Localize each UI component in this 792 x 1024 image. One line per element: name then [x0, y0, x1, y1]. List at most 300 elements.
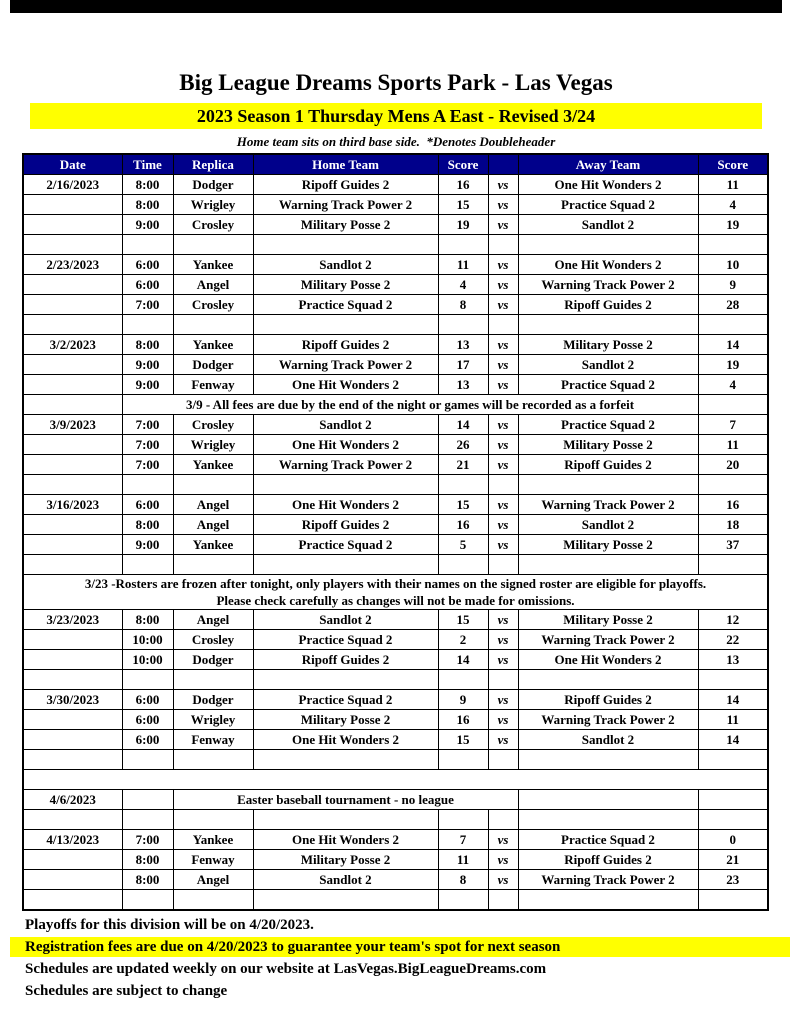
time-cell: 8:00 — [122, 610, 173, 630]
home-score-cell: 4 — [438, 275, 488, 295]
separator-cell — [488, 810, 518, 830]
roster-notice-line: Please check carefully as changes will not be made for omissions. — [216, 593, 575, 608]
event-empty-cell — [122, 790, 173, 810]
separator-cell — [488, 315, 518, 335]
col-header-time: Time — [122, 154, 173, 175]
separator-cell — [23, 810, 122, 830]
separator-cell — [438, 890, 488, 911]
replica-cell: Crosley — [173, 295, 253, 315]
time-cell: 8:00 — [122, 850, 173, 870]
replica-cell: Wrigley — [173, 195, 253, 215]
date-cell — [23, 275, 122, 295]
separator-cell — [698, 395, 768, 415]
game-row — [23, 710, 768, 730]
vs-cell: vs — [488, 495, 518, 515]
away-team-cell: Warning Track Power 2 — [518, 870, 698, 890]
time-cell: 7:00 — [122, 295, 173, 315]
separator-cell — [122, 890, 173, 911]
game-row — [23, 515, 768, 535]
vs-cell: vs — [488, 870, 518, 890]
date-cell: 3/23/2023 — [23, 610, 122, 630]
vs-cell: vs — [488, 355, 518, 375]
date-cell — [23, 630, 122, 650]
vs-cell: vs — [488, 175, 518, 195]
vs-cell: vs — [488, 515, 518, 535]
replica-cell: Angel — [173, 610, 253, 630]
replica-cell: Crosley — [173, 215, 253, 235]
col-header-replica: Replica — [173, 154, 253, 175]
date-cell — [23, 295, 122, 315]
separator-cell — [173, 890, 253, 911]
event-date-cell: 4/6/2023 — [23, 790, 122, 810]
away-score-cell: 11 — [698, 435, 768, 455]
away-team-cell: Ripoff Guides 2 — [518, 295, 698, 315]
away-team-cell: Practice Squad 2 — [518, 375, 698, 395]
away-score-cell: 14 — [698, 335, 768, 355]
replica-cell: Crosley — [173, 415, 253, 435]
schedule-table-body — [23, 175, 768, 911]
time-cell: 6:00 — [122, 255, 173, 275]
home-score-cell: 15 — [438, 610, 488, 630]
game-row — [23, 870, 768, 890]
subject-to-change-note: Schedules are subject to change — [25, 983, 228, 999]
home-score-cell: 14 — [438, 650, 488, 670]
home-team-cell: Ripoff Guides 2 — [253, 650, 438, 670]
home-score-cell: 9 — [438, 690, 488, 710]
separator-cell — [122, 810, 173, 830]
event-row — [23, 790, 768, 810]
vs-cell: vs — [488, 275, 518, 295]
replica-cell: Fenway — [173, 730, 253, 750]
separator-cell — [253, 475, 438, 495]
game-row — [23, 690, 768, 710]
separator-cell — [698, 555, 768, 575]
home-team-cell: One Hit Wonders 2 — [253, 830, 438, 850]
vs-cell: vs — [488, 850, 518, 870]
separator-cell — [518, 315, 698, 335]
vs-cell: vs — [488, 710, 518, 730]
separator-cell — [122, 750, 173, 770]
away-team-cell: Ripoff Guides 2 — [518, 690, 698, 710]
home-score-cell: 5 — [438, 535, 488, 555]
home-team-cell: Sandlot 2 — [253, 255, 438, 275]
top-border-bar — [10, 0, 782, 13]
replica-cell: Yankee — [173, 255, 253, 275]
home-team-cell: One Hit Wonders 2 — [253, 495, 438, 515]
date-cell — [23, 455, 122, 475]
time-cell: 8:00 — [122, 335, 173, 355]
separator-row — [23, 670, 768, 690]
separator-cell — [23, 890, 122, 911]
time-cell: 8:00 — [122, 175, 173, 195]
home-score-cell: 11 — [438, 255, 488, 275]
home-score-cell: 11 — [438, 850, 488, 870]
home-team-cell: Sandlot 2 — [253, 415, 438, 435]
time-cell: 6:00 — [122, 495, 173, 515]
game-row — [23, 355, 768, 375]
separator-row — [23, 235, 768, 255]
col-header-away-team: Away Team — [518, 154, 698, 175]
date-cell: 3/16/2023 — [23, 495, 122, 515]
home-team-cell: Warning Track Power 2 — [253, 355, 438, 375]
replica-cell: Angel — [173, 275, 253, 295]
separator-cell — [488, 750, 518, 770]
home-team-cell: Sandlot 2 — [253, 610, 438, 630]
away-score-cell: 9 — [698, 275, 768, 295]
col-header-away-score: Score — [698, 154, 768, 175]
separator-row — [23, 555, 768, 575]
date-cell: 2/23/2023 — [23, 255, 122, 275]
away-score-cell: 16 — [698, 495, 768, 515]
time-cell: 8:00 — [122, 870, 173, 890]
away-team-cell: Warning Track Power 2 — [518, 275, 698, 295]
away-team-cell: Warning Track Power 2 — [518, 710, 698, 730]
away-score-cell: 7 — [698, 415, 768, 435]
home-score-cell: 15 — [438, 730, 488, 750]
game-row — [23, 495, 768, 515]
home-score-cell: 15 — [438, 495, 488, 515]
home-score-cell: 14 — [438, 415, 488, 435]
playoffs-note: Playoffs for this division will be on 4/20/2023. — [25, 917, 314, 933]
time-cell: 8:00 — [122, 515, 173, 535]
replica-cell: Angel — [173, 495, 253, 515]
replica-cell: Wrigley — [173, 710, 253, 730]
game-row — [23, 255, 768, 275]
date-cell — [23, 375, 122, 395]
home-score-cell: 13 — [438, 375, 488, 395]
date-cell — [23, 850, 122, 870]
date-cell — [23, 870, 122, 890]
game-row — [23, 175, 768, 195]
game-row — [23, 215, 768, 235]
away-team-cell: Military Posse 2 — [518, 610, 698, 630]
date-cell — [23, 195, 122, 215]
separator-cell — [518, 890, 698, 911]
page-footer — [10, 915, 790, 1001]
separator-cell — [698, 315, 768, 335]
col-header-vs — [488, 154, 518, 175]
separator-row — [23, 890, 768, 911]
time-cell: 9:00 — [122, 215, 173, 235]
away-team-cell: Ripoff Guides 2 — [518, 455, 698, 475]
home-team-cell: One Hit Wonders 2 — [253, 435, 438, 455]
time-cell: 6:00 — [122, 275, 173, 295]
schedule-table — [22, 153, 769, 911]
replica-cell: Angel — [173, 870, 253, 890]
separator-cell — [438, 810, 488, 830]
vs-cell: vs — [488, 690, 518, 710]
separator-cell — [438, 315, 488, 335]
date-cell: 3/2/2023 — [23, 335, 122, 355]
replica-cell: Wrigley — [173, 435, 253, 455]
vs-cell: vs — [488, 830, 518, 850]
away-team-cell: Sandlot 2 — [518, 515, 698, 535]
vs-cell: vs — [488, 415, 518, 435]
separator-cell — [698, 890, 768, 911]
home-score-cell: 17 — [438, 355, 488, 375]
gap-cell — [23, 770, 768, 790]
separator-row — [23, 315, 768, 335]
col-header-home-score: Score — [438, 154, 488, 175]
page-title: Big League Dreams Sports Park - Las Vegas — [179, 70, 613, 95]
vs-cell: vs — [488, 375, 518, 395]
away-team-cell: Military Posse 2 — [518, 535, 698, 555]
home-team-cell: Practice Squad 2 — [253, 630, 438, 650]
roster-notice-line: 3/23 -Rosters are frozen after tonight, only players with their names on the signed roster are eligible for playoffs. — [84, 576, 707, 591]
away-score-cell: 4 — [698, 195, 768, 215]
separator-cell — [488, 890, 518, 911]
away-score-cell: 37 — [698, 535, 768, 555]
away-score-cell: 18 — [698, 515, 768, 535]
league-notice: 3/9 - All fees are due by the end of the night or games will be recorded as a forfeit — [122, 395, 698, 415]
separator-cell — [253, 235, 438, 255]
time-cell: 7:00 — [122, 830, 173, 850]
replica-cell: Yankee — [173, 335, 253, 355]
separator-cell — [488, 235, 518, 255]
away-score-cell: 14 — [698, 730, 768, 750]
separator-cell — [173, 235, 253, 255]
home-team-cell: Ripoff Guides 2 — [253, 175, 438, 195]
gap-row — [23, 770, 768, 790]
date-cell — [23, 515, 122, 535]
separator-cell — [518, 555, 698, 575]
separator-cell — [173, 750, 253, 770]
away-team-cell: Sandlot 2 — [518, 215, 698, 235]
separator-cell — [23, 670, 122, 690]
away-team-cell: Sandlot 2 — [518, 730, 698, 750]
separator-row — [23, 750, 768, 770]
away-score-cell: 22 — [698, 630, 768, 650]
separator-cell — [23, 315, 122, 335]
league-notice-row — [23, 395, 768, 415]
vs-cell: vs — [488, 435, 518, 455]
date-cell — [23, 535, 122, 555]
separator-cell — [518, 475, 698, 495]
home-score-cell: 2 — [438, 630, 488, 650]
home-team-note: Home team sits on third base side. *Denotes Doubleheader — [236, 134, 556, 149]
game-row — [23, 630, 768, 650]
separator-cell — [438, 750, 488, 770]
game-row — [23, 275, 768, 295]
game-row — [23, 195, 768, 215]
home-score-cell: 16 — [438, 175, 488, 195]
home-score-cell: 19 — [438, 215, 488, 235]
date-cell — [23, 730, 122, 750]
separator-cell — [122, 315, 173, 335]
separator-cell — [122, 475, 173, 495]
home-score-cell: 26 — [438, 435, 488, 455]
separator-cell — [438, 670, 488, 690]
replica-cell: Yankee — [173, 830, 253, 850]
away-score-cell: 21 — [698, 850, 768, 870]
home-team-cell: Military Posse 2 — [253, 215, 438, 235]
separator-cell — [488, 670, 518, 690]
home-team-cell: Practice Squad 2 — [253, 295, 438, 315]
separator-cell — [518, 810, 698, 830]
date-cell — [23, 355, 122, 375]
time-cell: 9:00 — [122, 355, 173, 375]
roster-notice-row — [23, 575, 768, 610]
away-team-cell: Practice Squad 2 — [518, 195, 698, 215]
time-cell: 6:00 — [122, 710, 173, 730]
home-team-cell: Military Posse 2 — [253, 710, 438, 730]
replica-cell: Angel — [173, 515, 253, 535]
home-score-cell: 13 — [438, 335, 488, 355]
home-team-cell: One Hit Wonders 2 — [253, 730, 438, 750]
vs-cell: vs — [488, 295, 518, 315]
roster-notice — [23, 575, 768, 610]
vs-cell: vs — [488, 610, 518, 630]
separator-cell — [122, 670, 173, 690]
separator-cell — [23, 235, 122, 255]
separator-cell — [173, 555, 253, 575]
separator-cell — [173, 670, 253, 690]
date-cell — [23, 435, 122, 455]
away-team-cell: One Hit Wonders 2 — [518, 650, 698, 670]
away-score-cell: 10 — [698, 255, 768, 275]
date-cell: 2/16/2023 — [23, 175, 122, 195]
replica-cell: Dodger — [173, 355, 253, 375]
time-cell: 6:00 — [122, 690, 173, 710]
home-team-cell: Practice Squad 2 — [253, 690, 438, 710]
website-note: Schedules are updated weekly on our website at LasVegas.BigLeagueDreams.com — [25, 961, 547, 977]
away-team-cell: Practice Squad 2 — [518, 830, 698, 850]
replica-cell: Fenway — [173, 850, 253, 870]
separator-cell — [253, 670, 438, 690]
away-score-cell: 19 — [698, 215, 768, 235]
separator-cell — [698, 475, 768, 495]
game-row — [23, 455, 768, 475]
home-team-cell: Military Posse 2 — [253, 275, 438, 295]
home-score-cell: 15 — [438, 195, 488, 215]
replica-cell: Crosley — [173, 630, 253, 650]
time-cell: 7:00 — [122, 455, 173, 475]
vs-cell: vs — [488, 650, 518, 670]
home-score-cell: 8 — [438, 295, 488, 315]
separator-cell — [438, 555, 488, 575]
separator-cell — [698, 810, 768, 830]
vs-cell: vs — [488, 630, 518, 650]
separator-row — [23, 810, 768, 830]
home-team-cell: Warning Track Power 2 — [253, 195, 438, 215]
game-row — [23, 535, 768, 555]
date-cell: 3/30/2023 — [23, 690, 122, 710]
date-cell: 4/13/2023 — [23, 830, 122, 850]
vs-cell: vs — [488, 535, 518, 555]
replica-cell: Dodger — [173, 175, 253, 195]
time-cell: 10:00 — [122, 630, 173, 650]
date-cell: 3/9/2023 — [23, 415, 122, 435]
header-row — [23, 154, 768, 175]
separator-cell — [253, 555, 438, 575]
away-score-cell: 14 — [698, 690, 768, 710]
home-score-cell: 16 — [438, 710, 488, 730]
away-score-cell: 12 — [698, 610, 768, 630]
time-cell: 10:00 — [122, 650, 173, 670]
separator-cell — [488, 475, 518, 495]
away-score-cell: 0 — [698, 830, 768, 850]
away-score-cell: 13 — [698, 650, 768, 670]
vs-cell: vs — [488, 730, 518, 750]
separator-cell — [173, 475, 253, 495]
date-cell — [23, 710, 122, 730]
time-cell: 7:00 — [122, 415, 173, 435]
separator-cell — [698, 235, 768, 255]
separator-cell — [23, 475, 122, 495]
separator-cell — [253, 890, 438, 911]
col-header-date: Date — [23, 154, 122, 175]
home-score-cell: 16 — [438, 515, 488, 535]
away-score-cell: 28 — [698, 295, 768, 315]
vs-cell: vs — [488, 255, 518, 275]
separator-cell — [253, 750, 438, 770]
date-cell — [23, 215, 122, 235]
away-team-cell: Sandlot 2 — [518, 355, 698, 375]
away-team-cell: Ripoff Guides 2 — [518, 850, 698, 870]
separator-cell — [122, 235, 173, 255]
separator-cell — [698, 750, 768, 770]
separator-cell — [438, 235, 488, 255]
home-score-cell: 21 — [438, 455, 488, 475]
separator-cell — [698, 670, 768, 690]
away-score-cell: 23 — [698, 870, 768, 890]
separator-cell — [518, 670, 698, 690]
game-row — [23, 830, 768, 850]
col-header-home-team: Home Team — [253, 154, 438, 175]
time-cell: 9:00 — [122, 375, 173, 395]
home-team-cell: Warning Track Power 2 — [253, 455, 438, 475]
game-row — [23, 650, 768, 670]
time-cell: 7:00 — [122, 435, 173, 455]
away-score-cell: 11 — [698, 710, 768, 730]
away-team-cell: Military Posse 2 — [518, 435, 698, 455]
event-empty-cell — [518, 790, 698, 810]
vs-cell: vs — [488, 215, 518, 235]
away-team-cell: Practice Squad 2 — [518, 415, 698, 435]
registration-fee-notice: Registration fees are due on 4/20/2023 to guarantee your team's spot for next season — [10, 937, 790, 957]
event-empty-cell — [698, 790, 768, 810]
vs-cell: vs — [488, 195, 518, 215]
separator-cell — [173, 315, 253, 335]
away-score-cell: 20 — [698, 455, 768, 475]
date-cell — [23, 650, 122, 670]
time-cell: 8:00 — [122, 195, 173, 215]
home-score-cell: 7 — [438, 830, 488, 850]
game-row — [23, 415, 768, 435]
game-row — [23, 850, 768, 870]
separator-cell — [518, 750, 698, 770]
separator-cell — [488, 555, 518, 575]
separator-cell — [122, 555, 173, 575]
game-row — [23, 335, 768, 355]
game-row — [23, 435, 768, 455]
separator-cell — [23, 395, 122, 415]
separator-cell — [253, 315, 438, 335]
away-team-cell: One Hit Wonders 2 — [518, 175, 698, 195]
home-team-cell: One Hit Wonders 2 — [253, 375, 438, 395]
home-team-cell: Sandlot 2 — [253, 870, 438, 890]
vs-cell: vs — [488, 455, 518, 475]
game-row — [23, 730, 768, 750]
away-team-cell: One Hit Wonders 2 — [518, 255, 698, 275]
separator-cell — [253, 810, 438, 830]
away-score-cell: 11 — [698, 175, 768, 195]
replica-cell: Dodger — [173, 650, 253, 670]
home-score-cell: 8 — [438, 870, 488, 890]
separator-cell — [438, 475, 488, 495]
away-team-cell: Warning Track Power 2 — [518, 495, 698, 515]
away-score-cell: 4 — [698, 375, 768, 395]
